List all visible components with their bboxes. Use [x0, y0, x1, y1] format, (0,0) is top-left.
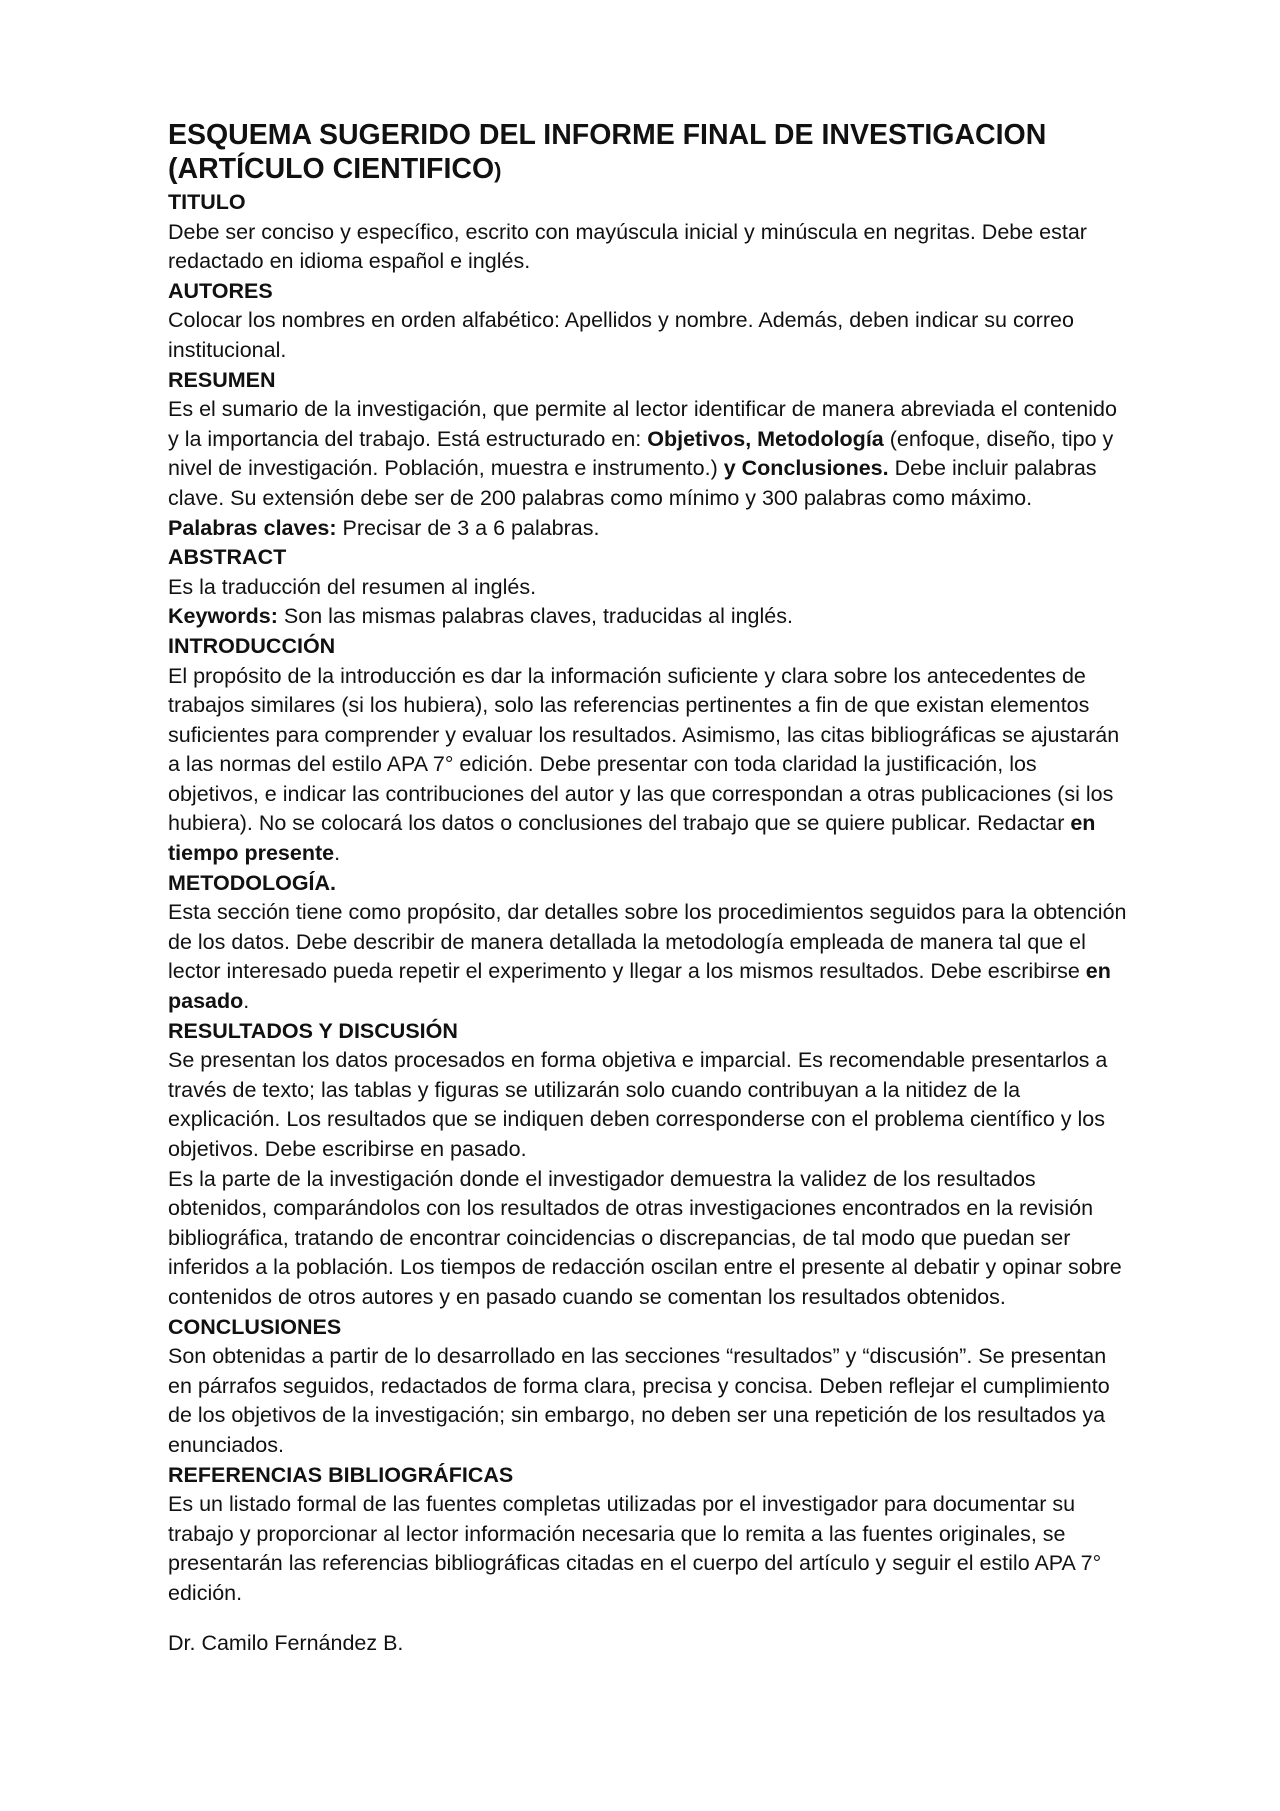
metodologia-text: Esta sección tiene como propósito, dar detalles sobre los procedimientos seguidos para la obtención de los datos. Debe describir de manera detallada la metodología empleada de manera tal que el lector interesado pueda repetir el experimento y llegar a los mismos resultados. Debe escribirse: [168, 900, 1127, 984]
signature: Dr. Camilo Fernández B.: [168, 1630, 404, 1655]
resumen-keywords-label: Palabras claves:: [168, 515, 337, 540]
metodologia-bold: en pasado: [168, 959, 1111, 1014]
section-text-referencias: Es un listado formal de las fuentes completas utilizadas por el investigador para documentar su trabajo y proporcionar al lector información necesaria que lo remita a las fuentes originales, se presentarán las referencias bibliográficas citadas en el cuerpo del artículo y seguir el estilo APA 7° edición.: [168, 1492, 1102, 1605]
abstract-keywords-text: Son las mismas palabras claves, traducidas al inglés.: [277, 604, 793, 629]
introduccion-text: El propósito de la introducción es dar la información suficiente y clara sobre los antecedentes de trabajos similares (si los hubiera), solo las referencias pertinentes a fin de que existan elementos suficientes para comprender y evaluar los resultados. Asimismo, las citas bibliográficas se ajustarán a las normas del estilo APA 7° edición. Debe presentar con toda claridad la justificación, los objetivos, e indicar las contribuciones del autor y las que correspondan a otras publicaciones (si los hubiera). No se colocará los datos o conclusiones del trabajo que se quiere publicar. Redactar: [168, 663, 1120, 836]
section-heading-referencias: REFERENCIAS BIBLIOGRÁFICAS: [168, 1462, 514, 1487]
section-heading-titulo: TITULO: [168, 190, 246, 214]
section-heading-introduccion: INTRODUCCIÓN: [168, 633, 336, 658]
abstract-keywords: [168, 602, 1128, 632]
section-heading-conclusiones: CONCLUSIONES: [168, 1314, 342, 1339]
section-text-metodologia: [168, 898, 1128, 1016]
section-heading-metodologia: METODOLOGÍA.: [168, 870, 337, 895]
document-title: [168, 118, 1128, 188]
resumen-text-c: enfoque, diseño, tipo y nivel de investigación. Población, muestra e instrumento.): [168, 426, 1114, 481]
introduccion-bold: en tiempo presente: [168, 811, 1096, 866]
section-heading-resultados: RESULTADOS Y DISCUSIÓN: [168, 1018, 458, 1043]
section-text-titulo: Debe ser conciso y específico, escrito con mayúscula inicial y minúscula en negritas. Debe estar redactado en idioma español e inglés.: [168, 219, 1087, 274]
metodologia-end: .: [243, 989, 250, 1014]
abstract-keywords-label: Keywords:: [168, 604, 278, 629]
resumen-bold-objetivos: Objetivos, Metodología: [647, 426, 884, 451]
document-page: [168, 118, 1128, 1658]
resumen-text-a: Es el sumario de la investigación, que permite al lector identificar de manera abreviada el contenido y la importancia del trabajo. Está estructurado en:: [168, 397, 1117, 451]
resumen-text-b: (: [883, 426, 897, 451]
document-title-close-paren: ): [494, 158, 502, 183]
section-heading-autores: AUTORES: [168, 278, 273, 303]
resumen-keywords-text: Precisar de 3 a 6 palabras.: [336, 515, 600, 540]
section-text-resultados-p2: Es la parte de la investigación donde el investigador demuestra la validez de los resultados obtenidos, comparándolos con los resultados de otras investigaciones encontrados en la revisión bibliográfica, tratando de encontrar coincidencias o discrepancias, de tal modo que puedan ser inferidos a la población. Los tiempos de redacción oscilan entre el presente al debatir y opinar sobre contenidos de otros autores y en pasado cuando se comentan los resultados obtenidos.: [168, 1166, 1122, 1309]
section-text-autores: Colocar los nombres en orden alfabético: Apellidos y nombre. Además, deben indicar su correo institucional.: [168, 308, 1074, 362]
section-heading-resumen: RESUMEN: [168, 367, 276, 392]
introduccion-end: .: [334, 841, 341, 866]
section-heading-abstract: ABSTRACT: [168, 545, 287, 570]
section-text-conclusiones: Son obtenidas a partir de lo desarrollado en las secciones “resultados” y “discusión”. Se presentan en párrafos seguidos, redactados de forma clara, precisa y concisa. Deben reflejar el cumplimiento de los objetivos de la investigación; sin embargo, no deben ser una repetición de los resultados ya enunciados.: [168, 1344, 1110, 1457]
resumen-bold-conclusiones: y Conclusiones.: [723, 456, 889, 481]
resumen-keywords: [168, 514, 1128, 544]
resumen-text-d: Debe incluir palabras clave. Su extensión debe ser de 200 palabras como mínimo y 300 palabras como máximo.: [168, 456, 1097, 510]
section-text-resumen: [168, 395, 1128, 513]
document-title-line2: (ARTÍCULO CIENTIFICO: [168, 153, 495, 185]
section-text-abstract: Es la traducción del resumen al inglés.: [168, 574, 537, 599]
document-title-line1: ESQUEMA SUGERIDO DEL INFORME FINAL DE INVESTIGACION: [168, 119, 1047, 151]
section-text-introduccion: [168, 662, 1128, 869]
section-text-resultados-p1: Se presentan los datos procesados en forma objetiva e imparcial. Es recomendable presentarlos a través de texto; las tablas y figuras se utilizarán solo cuando contribuyan a la nitidez de la explicación. Los resultados que se indiquen deben corresponderse con el problema científico y los objetivos. Debe escribirse en pasado.: [168, 1048, 1108, 1161]
